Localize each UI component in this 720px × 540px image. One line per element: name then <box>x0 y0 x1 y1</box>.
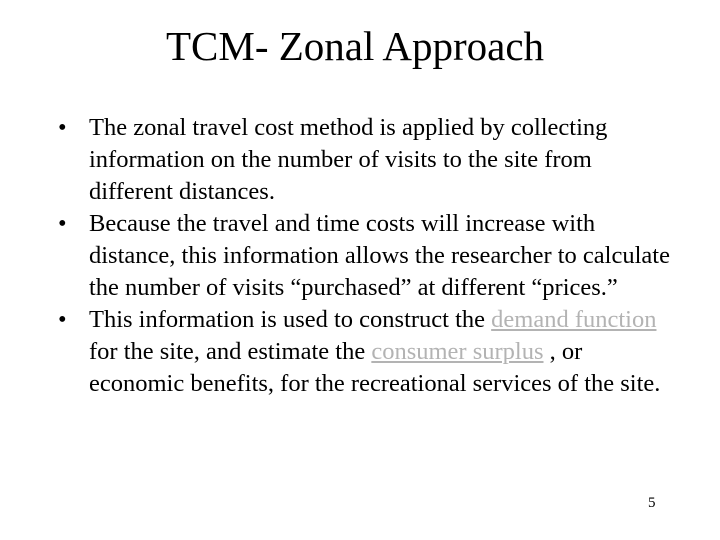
bullet-icon: • <box>58 210 67 237</box>
consumer-surplus-link[interactable]: consumer surplus <box>371 338 544 365</box>
bullet-icon: • <box>58 114 67 141</box>
bullet-text-part3: , or economic benefits, for the recreational services of the site. <box>89 338 661 397</box>
bullet-icon: • <box>58 306 67 333</box>
slide-title: TCM- Zonal Approach <box>165 23 545 69</box>
demand-function-link[interactable]: demand function <box>491 306 657 333</box>
bullet-text-part1: This information is used to construct the <box>89 306 492 333</box>
bullet-text: The zonal travel cost method is applied by collecting information on the number of visits to the site from different distances. <box>89 114 608 205</box>
bullet-item-2 <box>58 208 678 304</box>
bullet-text: Because the travel and time costs will increase with distance, this information allows the researcher to calculate the number of visits “purchased” at different “prices.” <box>89 210 670 301</box>
bullet-list <box>58 112 678 400</box>
bullet-item-3 <box>58 304 678 400</box>
bullet-item-1 <box>58 112 678 208</box>
bullet-text-part2: for the site, and estimate the <box>89 338 372 365</box>
page-number: 5 <box>648 495 656 511</box>
